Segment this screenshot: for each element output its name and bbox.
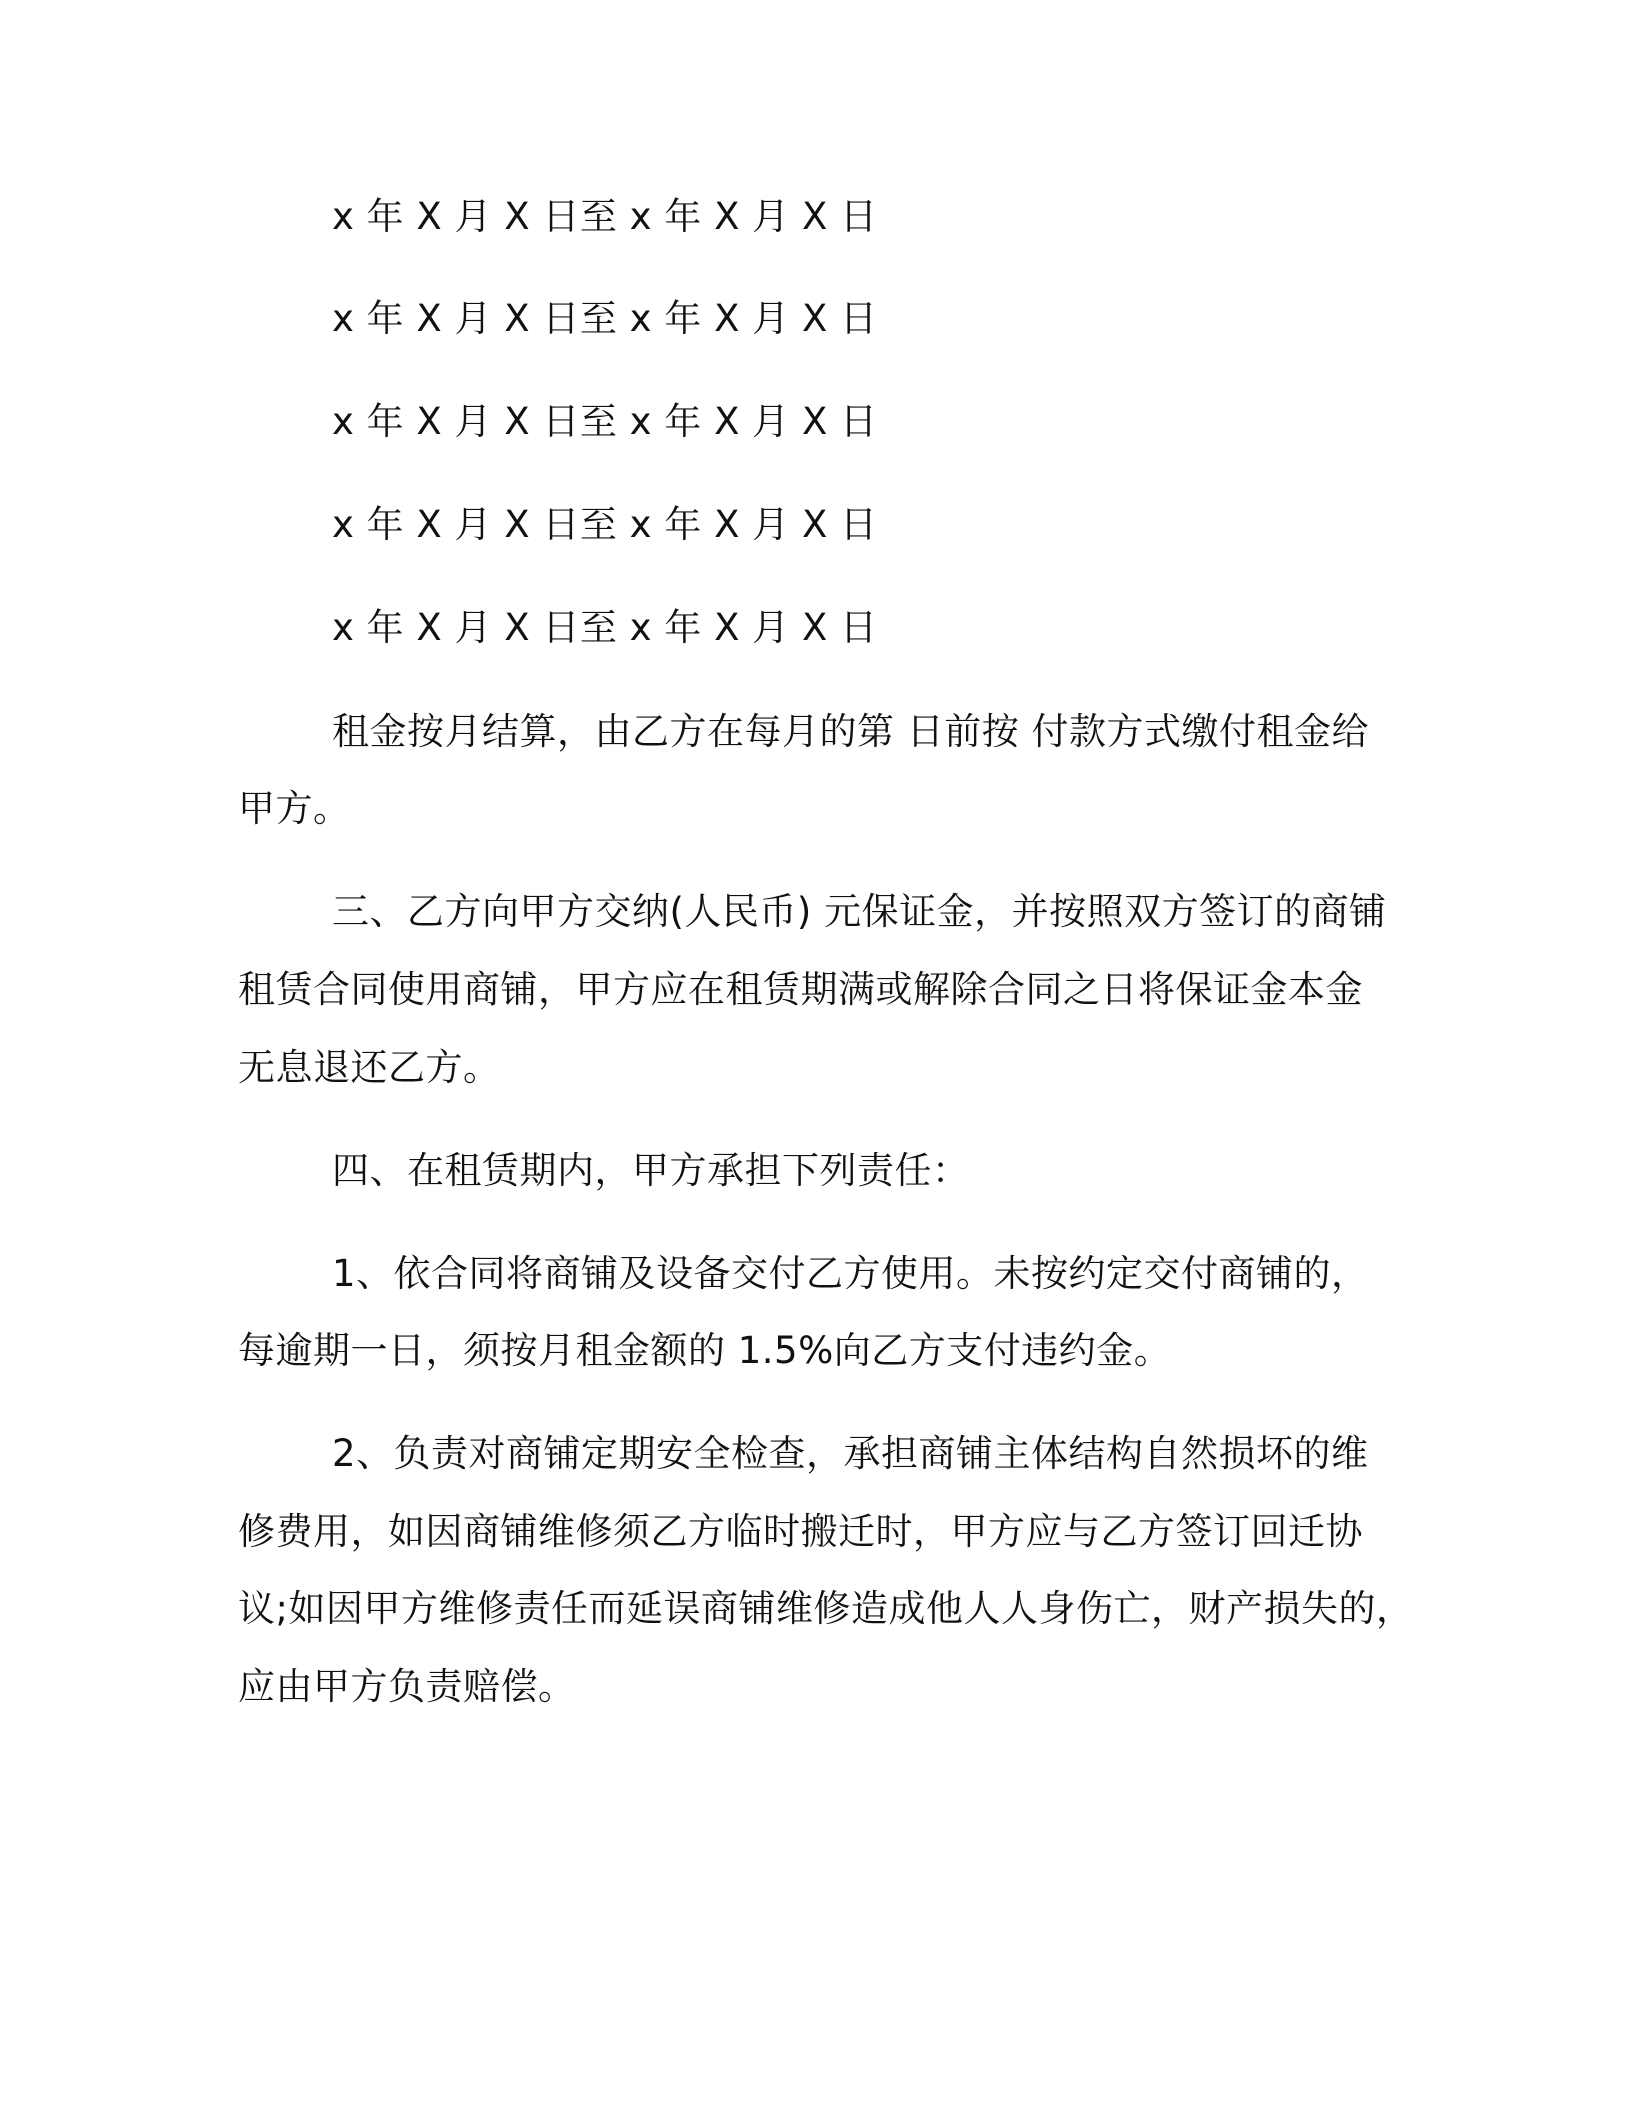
item-two-line: 修费用，如因商铺维修须乙方临时搬迁时，甲方应与乙方签订回迁协 <box>238 1510 1363 1553</box>
rent-paragraph-line: 租金按月结算，由乙方在每月的第 日前按 付款方式缴付租金给 <box>332 710 1370 753</box>
item-one-line: 每逾期一日，须按月租金额的 1.5%向乙方支付违约金。 <box>238 1329 1172 1372</box>
item-two-line: 2、负责对商铺定期安全检查，承担商铺主体结构自然损坏的维 <box>332 1432 1369 1475</box>
item-two-line: 议;如因甲方维修责任而延误商铺维修造成他人人身伤亡，财产损失的， <box>238 1587 1414 1630</box>
clause-three-line: 租赁合同使用商铺，甲方应在租赁期满或解除合同之日将保证金本金 <box>238 968 1363 1011</box>
clause-three-line: 无息退还乙方。 <box>238 1046 501 1089</box>
date-range-line: x 年 X 月 X 日至 x 年 X 月 X 日 <box>332 297 878 340</box>
date-range-line: x 年 X 月 X 日至 x 年 X 月 X 日 <box>332 400 878 443</box>
rent-paragraph-line: 甲方。 <box>238 787 351 830</box>
clause-four-heading: 四、在租赁期内，甲方承担下列责任： <box>332 1149 970 1192</box>
date-range-line: x 年 X 月 X 日至 x 年 X 月 X 日 <box>332 503 878 546</box>
item-one-line: 1、依合同将商铺及设备交付乙方使用。未按约定交付商铺的， <box>332 1252 1369 1295</box>
date-range-line: x 年 X 月 X 日至 x 年 X 月 X 日 <box>332 606 878 649</box>
clause-three-line: 三、乙方向甲方交纳(人民币) 元保证金，并按照双方签订的商铺 <box>332 890 1387 933</box>
date-range-line: x 年 X 月 X 日至 x 年 X 月 X 日 <box>332 195 878 238</box>
item-two-line: 应由甲方负责赔偿。 <box>238 1665 576 1708</box>
